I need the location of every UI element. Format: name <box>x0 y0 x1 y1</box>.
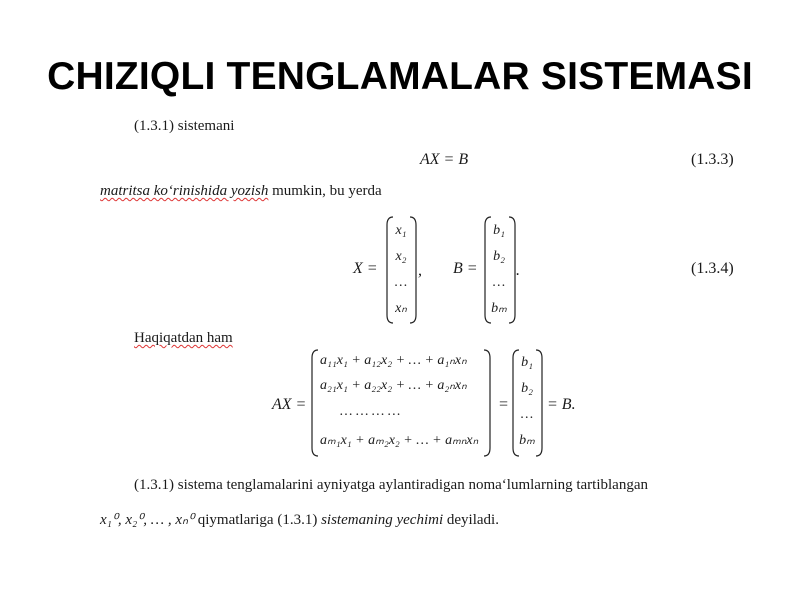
b-vector-entry: … <box>492 275 506 290</box>
product-rhs: = B. <box>547 396 576 413</box>
product-row: a₂₁x₁ + a₂₂x₂ + … + a₂ₙxₙ <box>320 378 467 393</box>
slide-title: CHIZIQLI TENGLAMALAR SISTEMASI <box>47 55 753 98</box>
x-vector-entry: x₁ <box>395 223 407 238</box>
definition-line-2 <box>100 510 499 529</box>
product-b-right-bracket <box>534 348 544 458</box>
equation-label-1-3-3: (1.3.3) <box>691 151 734 168</box>
period: . <box>516 262 520 279</box>
product-row: a₁₁x₁ + a₁₂x₂ + … + a₁ₙxₙ <box>320 353 467 368</box>
x-vector-entry: … <box>394 275 408 290</box>
matrix-form-italic: matritsa ko‘rinishida yozish <box>100 183 269 199</box>
definition-mid: qiymatlariga (1.3.1) <box>194 512 322 528</box>
indeed-line: Haqiqatdan ham <box>134 330 233 346</box>
product-row: aₘ₁x₁ + aₘ₂x₂ + … + aₘₙxₙ <box>320 433 479 448</box>
definition-end: deyiladi. <box>443 512 499 528</box>
equation-label-1-3-4: (1.3.4) <box>691 260 734 277</box>
x-right-bracket <box>408 215 418 325</box>
comma: , <box>418 262 422 279</box>
product-lhs: AX = <box>272 396 307 413</box>
product-b-entry: b₁ <box>521 355 533 370</box>
matrix-form-rest: mumkin, bu yerda <box>268 183 382 199</box>
b-vector-entry: b₁ <box>493 223 505 238</box>
product-right-bracket <box>482 348 492 458</box>
b-vector-entry: b₂ <box>493 249 505 264</box>
b-vector-entry: bₘ <box>491 301 507 316</box>
definition-line-1: (1.3.1) sistema tenglamalarini ayniyatga aylantiradigan noma‘lumlarning tartiblangan <box>134 477 648 493</box>
solution-term: sistemaning yechimi <box>321 512 444 528</box>
product-left-bracket <box>310 348 320 458</box>
x-vector-entry: x₂ <box>395 249 407 264</box>
x-vector-lhs: X = <box>353 260 378 277</box>
b-vector-lhs: B = <box>453 260 478 277</box>
product-row: … … … … <box>340 404 401 419</box>
product-b-entry: … <box>520 407 534 422</box>
solution-values: x₁⁰, x₂⁰, … , xₙ⁰ <box>100 512 195 528</box>
x-vector-entry: xₙ <box>395 301 407 316</box>
matrix-form-line <box>100 183 382 200</box>
equation-ax-b: AX = B <box>420 151 469 168</box>
product-b-entry: bₘ <box>519 433 535 448</box>
product-b-entry: b₂ <box>521 381 533 396</box>
intro-line: (1.3.1) sistemani <box>134 118 235 134</box>
product-equals: = <box>498 396 509 413</box>
